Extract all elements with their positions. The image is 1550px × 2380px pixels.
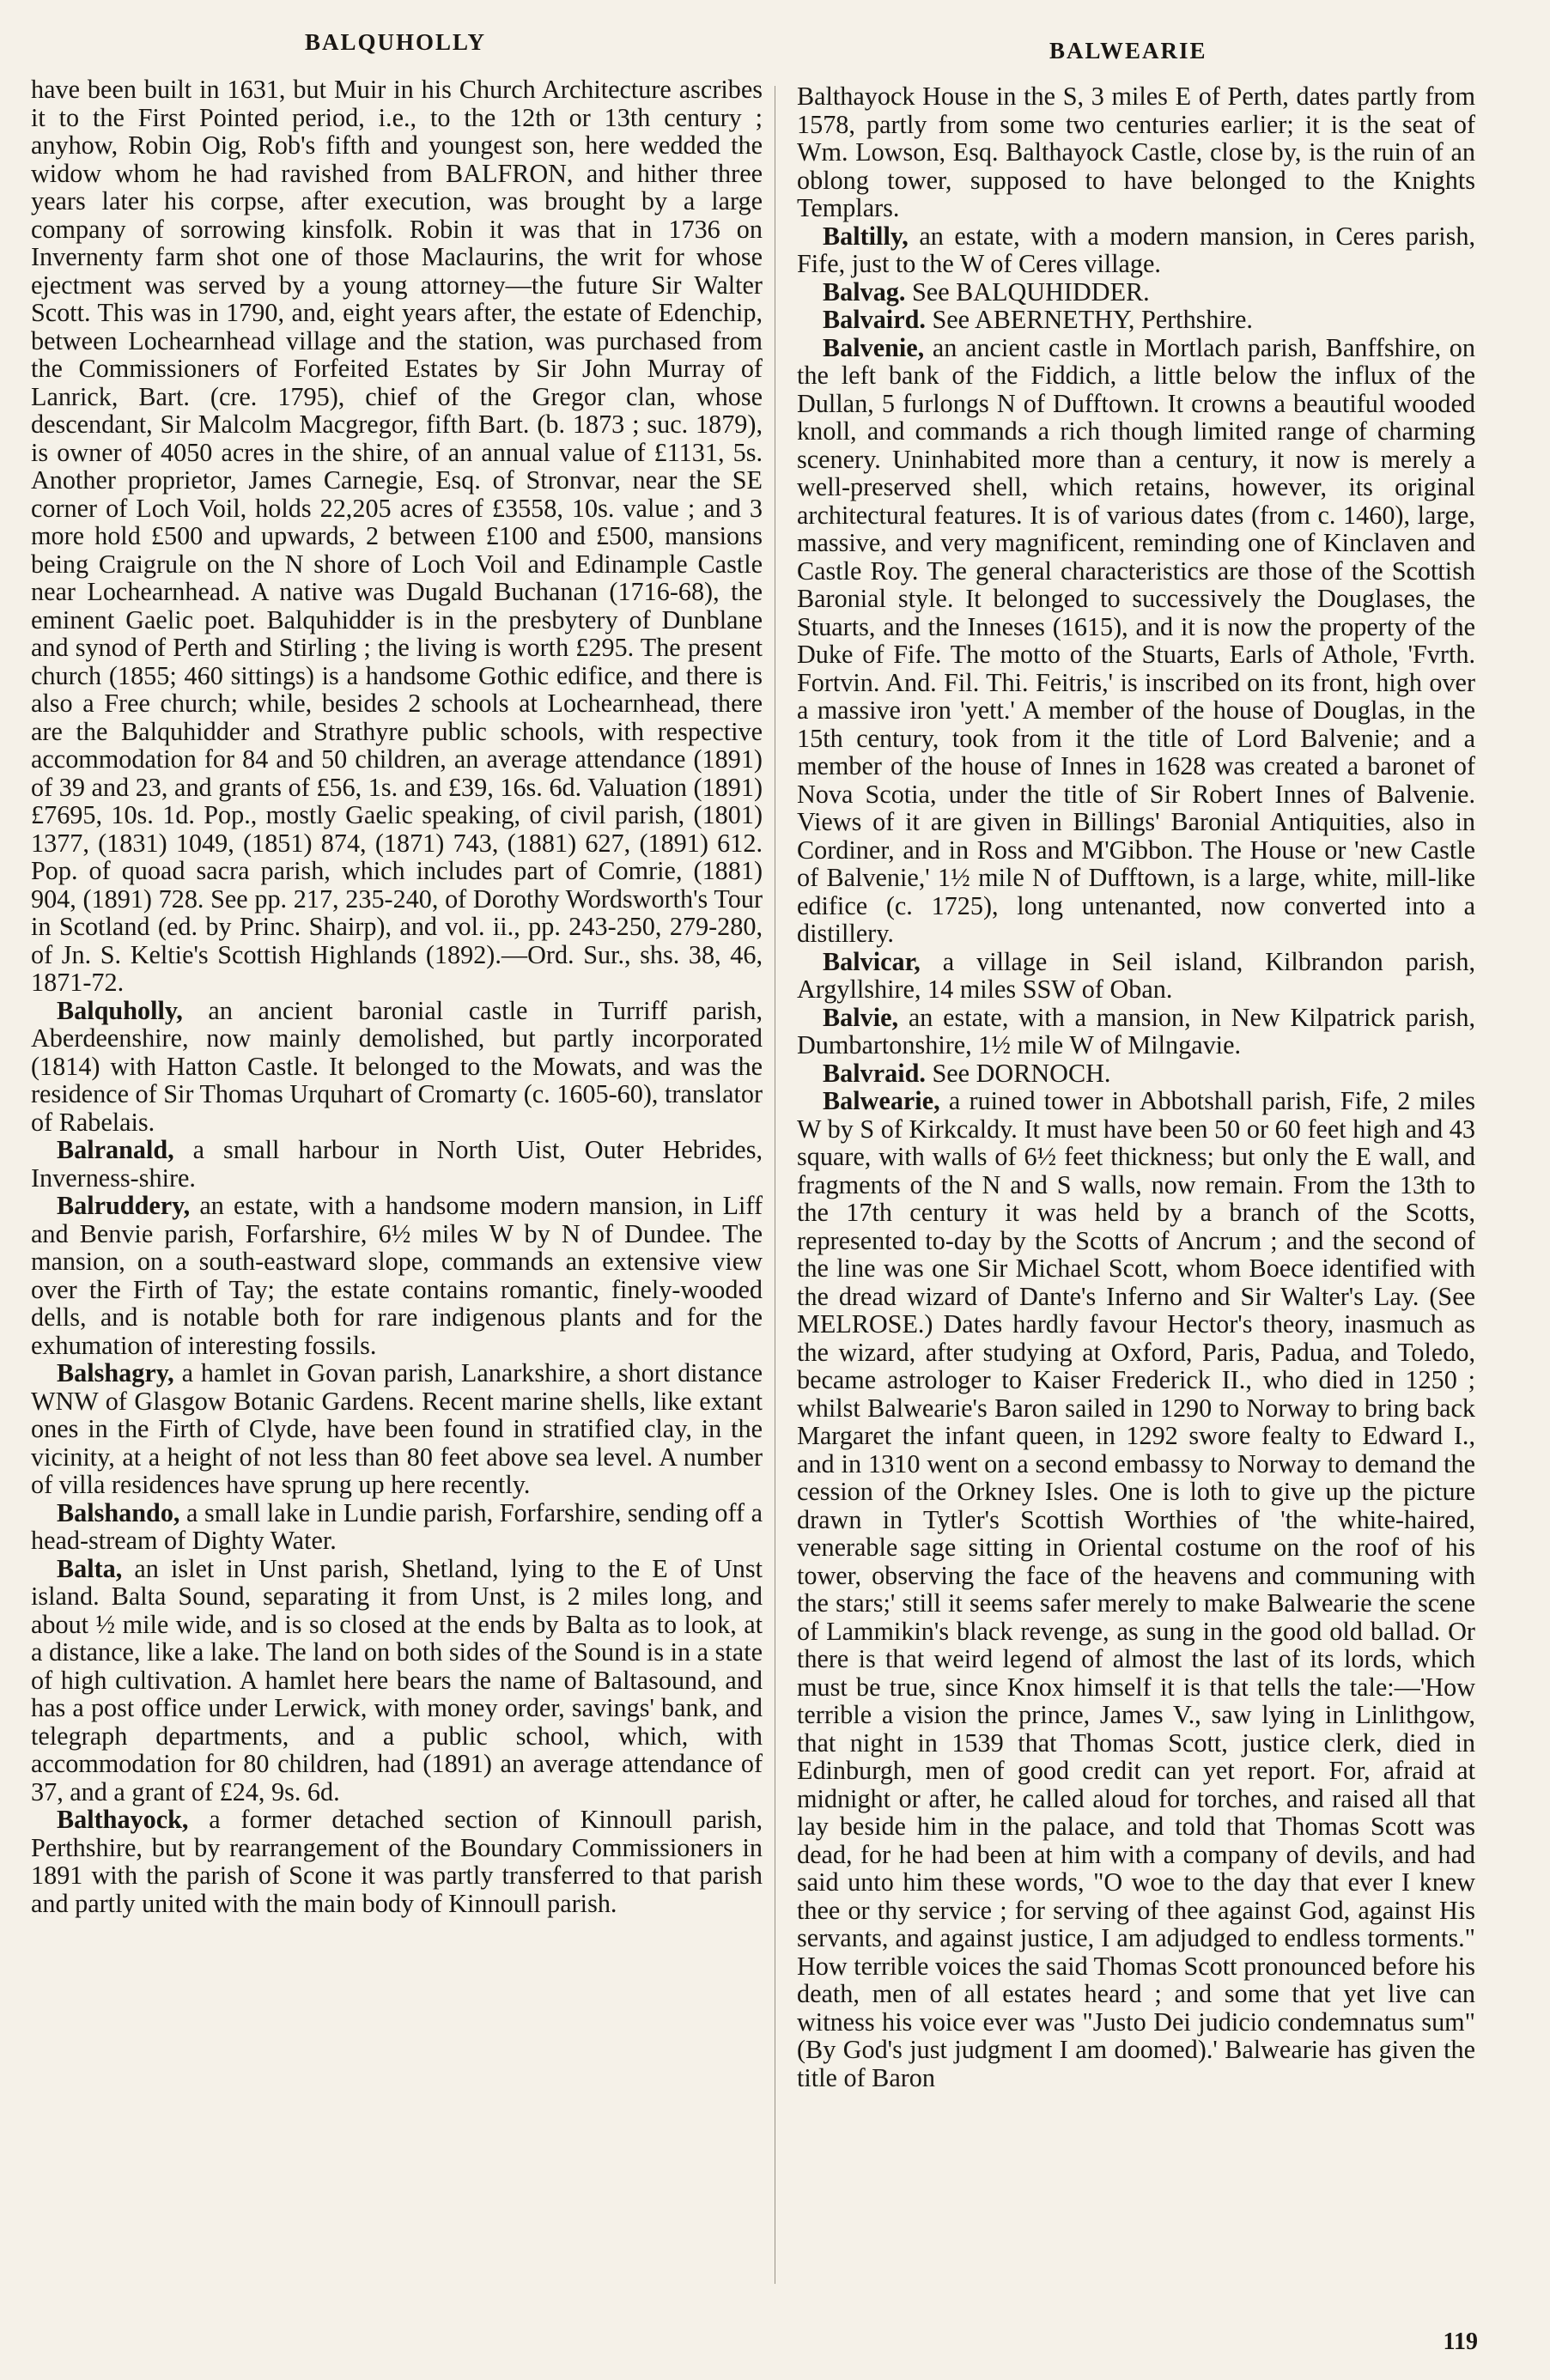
entry-headword: Balruddery, (57, 1191, 191, 1220)
entry-text: See ABERNETHY, Perthshire. (925, 305, 1253, 334)
entry-text: an estate, with a modern mansion, in Ceres parish, Fife, just to the W of Ceres village. (797, 221, 1475, 278)
gazetteer-entry (31, 1499, 763, 1555)
entry-text: a hamlet in Govan parish, Lanarkshire, a short distance WNW of Glasgow Botanic Gardens. Recent marine shells, like extant ones in the Firth of Clyde, have been found in stratified clay, in the vicinity, at a height of not less than 80 feet above sea level. A number of villa residences have sprung up here recently. (31, 1358, 763, 1499)
gazetteer-entry (797, 1059, 1475, 1088)
gazetteer-entry (797, 334, 1475, 948)
entry-headword: Balvicar, (823, 946, 921, 976)
entry-headword: Balwearie, (823, 1086, 940, 1115)
gazetteer-entry (797, 222, 1475, 278)
entry-headword: Balvie, (823, 1002, 899, 1032)
gazetteer-entry (31, 1136, 763, 1192)
left-column (31, 76, 763, 1917)
entry-text: an estate, with a mansion, in New Kilpatrick parish, Dumbartonshire, 1½ mile W of Milngavie. (797, 1002, 1475, 1059)
entry-headword: Baltilly, (823, 221, 909, 251)
entry-headword: Balthayock, (57, 1805, 189, 1834)
running-header-left: BALQUHOLLY (305, 29, 487, 55)
gazetteer-entry (797, 278, 1475, 307)
gazetteer-entry (797, 306, 1475, 334)
gazetteer-entry (31, 76, 763, 997)
gazetteer-entry (31, 1806, 763, 1917)
entry-headword: Balranald, (57, 1135, 174, 1164)
entry-text: Balthayock House in the S, 3 miles E of Perth, dates partly from 1578, partly from some two centuries earlier; it is the seat of Wm. Lowson, Esq. Balthayock Castle, close by, is the ruin of an oblong tower, supposed to have belonged to the Knights Templars. (797, 82, 1475, 222)
entry-headword: Balta, (57, 1553, 123, 1583)
gazetteer-entry (797, 82, 1475, 222)
entry-text: See DORNOCH. (925, 1058, 1111, 1088)
gazetteer-entry (31, 1192, 763, 1359)
page-number: 119 (1443, 2328, 1478, 2355)
right-column (797, 82, 1475, 2092)
entry-text: a village in Seil island, Kilbrandon parish, Argyllshire, 14 miles SSW of Oban. (797, 946, 1475, 1004)
entry-headword: Balvaird. (823, 305, 926, 334)
running-header-right: BALWEARIE (1049, 38, 1207, 64)
gazetteer-entry (797, 1087, 1475, 2092)
gazetteer-entry (797, 1004, 1475, 1059)
entry-text: a ruined tower in Abbotshall parish, Fife, 2 miles W by S of Kirkcaldy. It must have been 50 or 60 feet high and 43 square, with walls of 6½ feet thickness; but only the E wall, and fragments of the N and S walls, now remain. From the 13th to the 17th century it was held by a branch of the Scotts, represented to-day by the Scotts of Ancrum ; and the second of the line was one Sir Michael Scott, whom Boece identified with the dread wizard of Dante's Inferno and Sir Walter's Lay. (See MELROSE.) Dates hardly favour Hector's theory, inasmuch as the wizard, after studying at Oxford, Paris, Padua, and Toledo, became astrologer to Kaiser Frederick II., who died in 1250 ; whilst Balwearie's Baron sailed in 1290 to Norway to bring back Margaret the infant queen, in 1292 swore fealty to Edward I., and in 1310 went on a second embassy to Norway to demand the cession of the Orkney Isles. One is loth to give up the picture drawn in Tytler's Scottish Worthies of 'the white-haired, venerable sage sitting in Oriental costume on the roof of his tower, observing the face of the heavens and communing with the stars;' still it seems safer merely to make Balwearie the scene of Lammikin's black revenge, as sung in the good old ballad. Or there is that weird legend of almost the last of its lords, which must be true, since Knox himself it is that tells the tale:—'How terrible a vision the prince, James V., saw lying in Linlithgow, that night in 1539 that Thomas Scott, justice clerk, died in Edinburgh, men of good credit can yet report. For, afraid at midnight or after, he called aloud for torches, and raised all that lay beside him in the palace, and told that Thomas Scott was dead, for he had been at him with a company of devils, and had said unto him these words, "O woe to the day that ever I knew thee or thy service ; for serving of thee against God, against His servants, and against justice, I am adjudged to endless torments." How terrible voices the said Thomas Scott pronounced before his death, men of all estates heard ; and some that yet live can witness his voice ever was "Justo Dei judicio condemnatus sum" (By God's just judgment I am doomed).' Balwearie has given the title of Baron (797, 1086, 1475, 2092)
entry-text: an estate, with a handsome modern mansion, in Liff and Benvie parish, Forfarshire, 6½ miles W by N of Dundee. The mansion, on a south-eastward slope, commands an extensive view over the Firth of Tay; the estate contains romantic, finely-wooded dells, and is notable both for rare indigenous plants and for the exhumation of interesting fossils. (31, 1191, 763, 1360)
entry-headword: Balshagry, (57, 1358, 174, 1387)
entry-headword: Balvraid. (823, 1058, 926, 1088)
gazetteer-entry (31, 1359, 763, 1499)
entry-text: a former detached section of Kinnoull parish, Perthshire, but by rearrangement of the Boundary Commissioners in 1891 with the parish of Scone it was partly transferred to that parish and partly united with the main body of Kinnoull parish. (31, 1805, 763, 1918)
entry-text: an islet in Unst parish, Shetland, lying to the E of Unst island. Balta Sound, separating it from Unst, is 2 miles long, and about ½ mile wide, and is so closed at the ends by Balta as to look, at a distance, like a lake. The land on both sides of the Sound is in a state of high cultivation. A hamlet here bears the name of Baltasound, and has a post office under Lerwick, with money order, savings' bank, and telegraph departments, and a public school, which, with accommodation for 80 children, had (1891) an average attendance of 37, and a grant of £24, 9s. 6d. (31, 1553, 763, 1806)
entry-text: have been built in 1631, but Muir in his Church Architecture ascribes it to the First Pointed period, i.e., to the 12th or 13th century ; anyhow, Robin Oig, Rob's fifth and youngest son, here wedded the widow whom he had ravished from BALFRON, and hither three years later his corpse, after execution, was brought by a large company of sorrowing kinsfolk. Robin it was that in 1736 on Invernenty farm shot one of those Maclaurins, the writ for whose ejectment was served by a young attorney—the future Sir Walter Scott. This was in 1790, and, eight years after, the estate of Edenchip, between Lochearnhead village and the station, was purchased from the Commissioners of Forfeited Estates by Sir John Murray of Lanrick, Bart. (cre. 1795), chief of the Gregor clan, whose descendant, Sir Malcolm Macgregor, fifth Bart. (b. 1873 ; suc. 1879), is owner of 4050 acres in the shire, of an annual value of £1131, 5s. Another proprietor, James Carnegie, Esq. of Stronvar, near the SE corner of Loch Voil, holds 22,205 acres of £3558, 10s. value ; and 3 more hold £500 and upwards, 2 between £100 and £500, mansions being Craigrule on the N shore of Loch Voil and Edinample Castle near Lochearnhead. A native was Dugald Buchanan (1716-68), the eminent Gaelic poet. Balquhidder is in the presbytery of Dunblane and synod of Perth and Stirling ; the living is worth £295. The present church (1855; 460 sittings) is a handsome Gothic edifice, and there is also a Free church; while, besides 2 schools at Lochearnhead, there are the Balquhidder and Strathyre public schools, with respective accommodation for 84 and 50 children, an average attendance (1891) of 39 and 23, and grants of £56, 1s. and £39, 16s. 6d. Valuation (1891) £7695, 10s. 1d. Pop., mostly Gaelic speaking, of civil parish, (1801) 1377, (1831) 1049, (1851) 874, (1871) 743, (1881) 627, (1891) 612. Pop. of quoad sacra parish, which includes part of Comrie, (1881) 904, (1891) 728. See pp. 217, 235-240, of Dorothy Wordsworth's Tour in Scotland (ed. by Princ. Shairp), and vol. ii., pp. 243-250, 279-280, of Jn. S. Keltie's Scottish Highlands (1892).—Ord. Sur., shs. 38, 46, 1871-72. (31, 75, 763, 997)
entry-text: See BALQUHIDDER. (905, 276, 1150, 307)
entry-headword: Balquholly, (57, 995, 183, 1025)
gazetteer-entry (31, 997, 763, 1137)
entry-text: an ancient castle in Mortlach parish, Banffshire, on the left bank of the Fiddich, a little below the influx of the Dullan, 5 furlongs N of Dufftown. It crowns a beautiful wooded knoll, and commands a rich though limited range of charming scenery. Uninhabited more than a century, it now is merely a well-preserved shell, which retains, however, its original architectural features. It is of various dates (from c. 1460), large, massive, and very magnificent, reminding one of Kinclaven and Castle Roy. The general characteristics are those of the Scottish Baronial style. It belonged to successively the Douglases, the Stuarts, and the Inneses (1615), and it is now the property of the Duke of Fife. The motto of the Stuarts, Earls of Athole, 'Fvrth. Fortvin. And. Fil. Thi. Feitris,' is inscribed on its front, high over a massive iron 'yett.' A member of the house of Douglas, in the 15th century, took from it the title of Lord Balvenie; and a member of the house of Innes in 1628 was created a baronet of Nova Scotia, under the title of Sir Robert Innes of Balvenie. Views of it are given in Billings' Baronial Antiquities, also in Cordiner, and in Ross and M'Gibbon. The House or 'new Castle of Balvenie,' 1½ mile N of Dufftown, is a large, white, mill-like edifice (c. 1725), long untenanted, now converted into a distillery. (797, 332, 1475, 948)
gazetteer-entry (31, 1555, 763, 1806)
entry-headword: Balshando, (57, 1497, 180, 1527)
entry-headword: Balvag. (823, 276, 906, 307)
entry-text: a small lake in Lundie parish, Forfarshire, sending off a head-stream of Dighty Water. (31, 1497, 763, 1555)
entry-headword: Balvenie, (823, 332, 925, 362)
gazetteer-entry (797, 948, 1475, 1004)
entry-text: a small harbour in North Uist, Outer Hebrides, Inverness-shire. (31, 1135, 763, 1193)
entry-text: an ancient baronial castle in Turriff parish, Aberdeenshire, now mainly demolished, but partly incorporated (1814) with Hatton Castle. It belonged to the Mowats, and was the residence of Sir Thomas Urquhart of Cromarty (c. 1605-60), translator of Rabelais. (31, 995, 763, 1137)
